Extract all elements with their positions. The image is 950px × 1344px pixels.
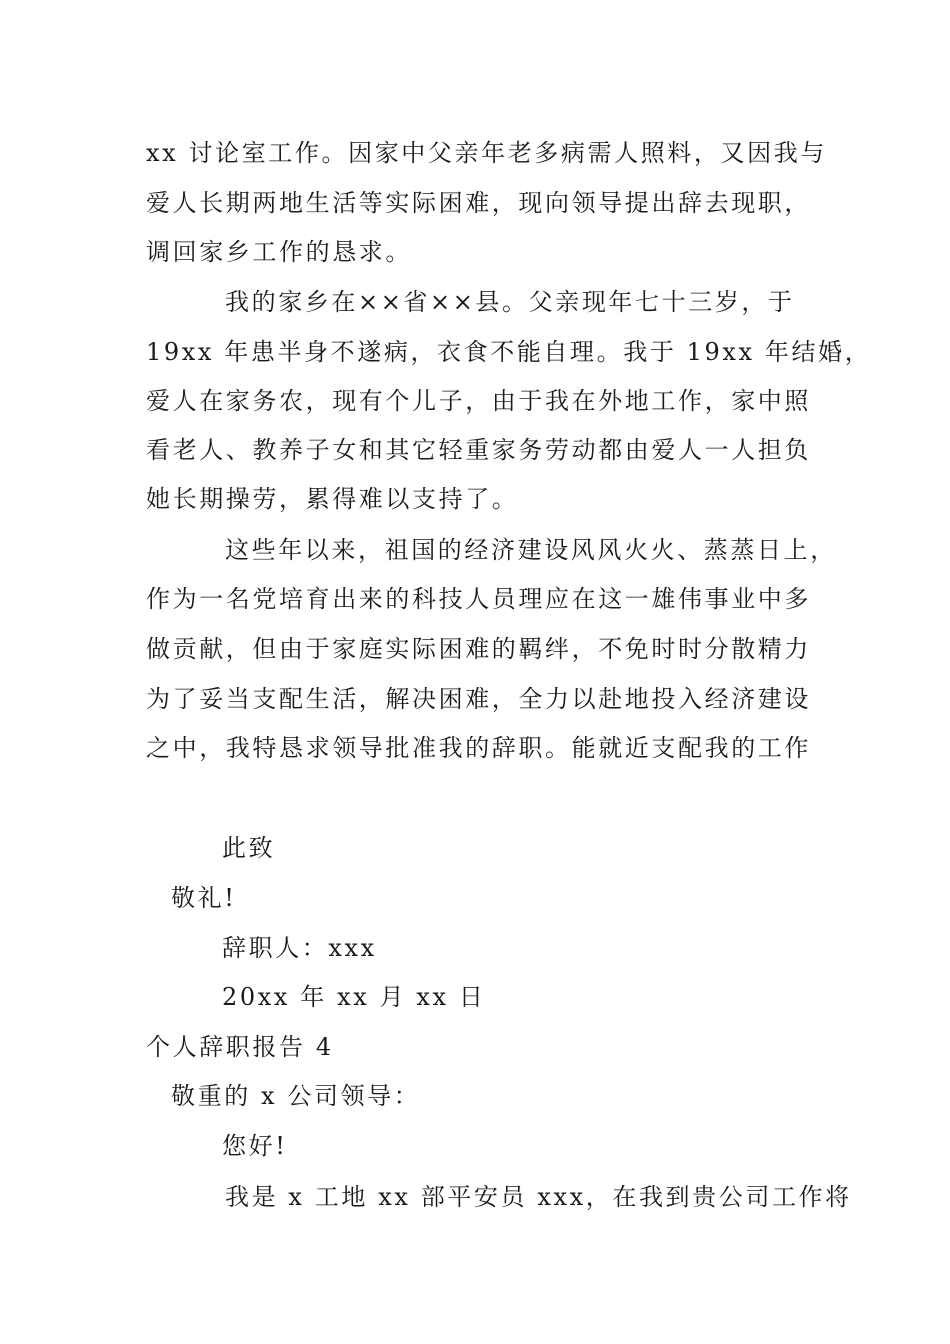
paragraph-1-line-1: xx 讨论室工作。因家中父亲年老多病需人照料，又因我与 (146, 139, 827, 167)
paragraph-2-line-3: 爱人在家务农，现有个儿子，由于我在外地工作，家中照 (146, 387, 811, 415)
paragraph-3-line-3: 做贡献，但由于家庭实际困难的羁绊，不免时时分散精力 (146, 635, 811, 663)
date: 20xx 年 xx 月 xx 日 (222, 983, 486, 1011)
paragraph-3-line-5: 之中，我特恳求领导批准我的辞职。能就近支配我的工作 (146, 734, 811, 762)
paragraph-3-line-2: 作为一名党培育出来的科技人员理应在这一雄伟事业中多 (146, 585, 811, 613)
letter-greeting: 敬重的 x 公司领导： (171, 1082, 421, 1110)
closing-salute: 此致 (222, 834, 276, 862)
paragraph-2-line-2: 19xx 年患半身不遂病，衣食不能自理。我于 19xx 年结婚， (146, 338, 872, 366)
letter-hello: 您好! (222, 1132, 288, 1160)
paragraph-3-line-1: 这些年以来，祖国的经济建设风风火火、蒸蒸日上， (225, 536, 837, 564)
signer: 辞职人：xxx (222, 934, 377, 962)
paragraph-3-line-4: 为了妥当支配生活，解决困难，全力以赴地投入经济建设 (146, 685, 811, 713)
paragraph-2-line-5: 她长期操劳，累得难以支持了。 (146, 485, 519, 513)
paragraph-1-line-2: 爱人长期两地生活等实际困难，现向领导提出辞去现职， (146, 189, 811, 217)
paragraph-2-line-4: 看老人、教养子女和其它轻重家务劳动都由爱人一人担负 (146, 436, 811, 464)
paragraph-2-line-1: 我的家乡在××省××县。父亲现年七十三岁，于 (225, 288, 795, 316)
section-title: 个人辞职报告 4 (146, 1033, 334, 1061)
paragraph-1-line-3: 调回家乡工作的恳求。 (146, 238, 412, 266)
closing-regards: 敬礼! (171, 884, 237, 912)
letter-first-line: 我是 x 工地 xx 部平安员 xxx，在我到贵公司工作将 (225, 1183, 852, 1211)
